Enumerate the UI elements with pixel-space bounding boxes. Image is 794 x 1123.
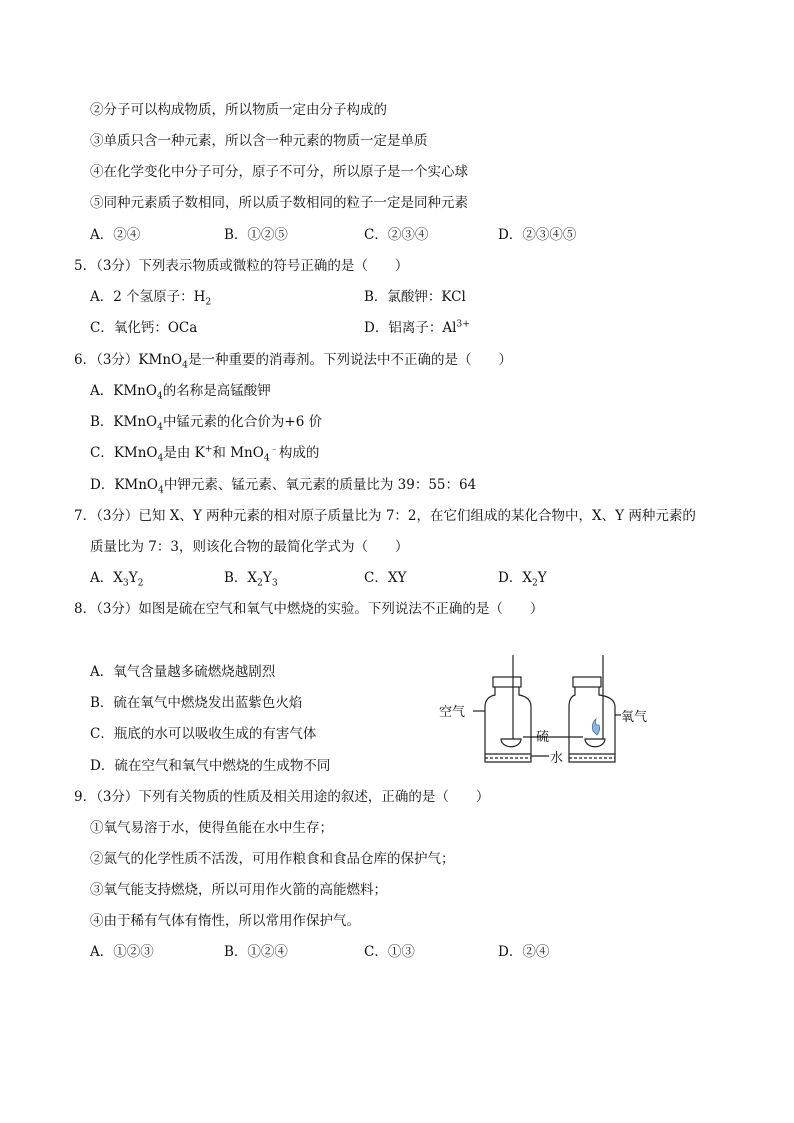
q4-option-d: D．②③④⑤ [498,227,577,243]
statement-3: ③单质只含一种元素，所以含一种元素的物质一定是单质 [90,133,428,149]
q8-stem: 8．（3分）如图是硫在空气和氧气中燃烧的实验。下列说法不正确的是（ ） [74,601,544,617]
q6-option-c: C．KMnO$_4$是由 K+和 MnO$_4$﹣构成的 [90,443,320,464]
q7-option-a: A．$X_3Y_2$ [90,570,144,589]
q5-option-c: C．氧化钙：OCa [90,320,198,336]
q9-option-a: A．①②③ [90,944,154,960]
q9-statement-3: ③氧气能支持燃烧，所以可用作火箭的高能燃料； [90,882,387,898]
q5-option-d: D．铝离子：$Al^{3+}$ [364,318,470,336]
label-water: 水 [550,751,564,766]
q8-option-b: B．硫在氧气中燃烧发出蓝紫色火焰 [90,695,303,711]
statement-2: ②分子可以构成物质，所以物质一定由分子构成的 [90,102,387,118]
left-bottle-stopper [493,677,521,687]
right-bottle-stopper [573,677,601,687]
q9-statement-2: ②氮气的化学性质不活泼，可用作粮食和食品仓库的保护气； [90,851,455,867]
q9-statement-1: ①氧气易溶于水，使得鱼能在水中生存； [90,820,333,836]
q5-option-b: B．氯酸钾：KCl [364,289,466,305]
blue-flame-icon [592,719,599,735]
q9-option-d: D．②④ [498,944,550,960]
statement-5: ⑤同种元素质子数相同，所以质子数相同的粒子一定是同种元素 [90,195,468,211]
q4-option-c: C．②③④ [364,227,429,243]
label-air: 空气 [439,705,466,720]
right-spoon [585,739,605,747]
q4-option-a: A．②④ [90,227,141,243]
q5-stem: 5．（3分）下列表示物质或微粒的符号正确的是（ ） [74,258,409,274]
label-sulfur: 硫 [536,730,550,745]
q6-option-d: D．KMnO$_4$中钾元素、锰元素、氧元素的质量比为 39：55：64 [90,477,477,496]
q7-option-b: B．$X_2Y_3$ [224,570,278,589]
q7-option-c: C．XY [364,570,407,586]
q8-option-a: A．氧气含量越多硫燃烧越剧烈 [90,664,276,680]
statement-4: ④在化学变化中分子可分，原子不可分，所以原子是一个实心球 [90,164,468,180]
q6-option-a: A．KMnO$_4$的名称是高锰酸钾 [90,383,271,402]
right-bottle [569,687,615,762]
q8-option-c: C．瓶底的水可以吸收生成的有害气体 [90,726,317,742]
sulfur-combustion-figure [433,651,663,771]
q9-statement-4: ④由于稀有气体有惰性，所以常用作保护气。 [90,913,360,929]
q7-stem-line2: 质量比为 7：3，则该化合物的最简化学式为（ ） [90,539,409,555]
left-spoon [501,739,521,747]
q7-option-d: D．$X_2Y$ [498,570,547,589]
q9-stem: 9．（3分）下列有关物质的性质及相关用途的叙述，正确的是（ ） [74,789,490,805]
q5-option-a: A．2 个氢原子：$H_2$ [90,289,212,308]
q9-option-c: C．①③ [364,944,415,960]
left-bottle [485,687,531,762]
q7-stem-line1: 7．（3分）已知 X、Y 两种元素的相对原子质量比为 7：2，在它们组成的某化合物中，X、Y 两种元素的 [74,508,696,524]
q8-option-d: D．硫在空气和氧气中燃烧的生成物不同 [90,758,331,774]
label-oxygen: 氧气 [621,710,648,725]
q6-stem: 6．（3分）KMnO$_4$是一种重要的消毒剂。下列说法中不正确的是（ ） [74,352,512,371]
q6-option-b: B．KMnO$_4$中锰元素的化合价为+6 价 [90,414,323,433]
q9-option-b: B．①②④ [224,944,288,960]
q4-option-b: B．①②⑤ [224,227,288,243]
